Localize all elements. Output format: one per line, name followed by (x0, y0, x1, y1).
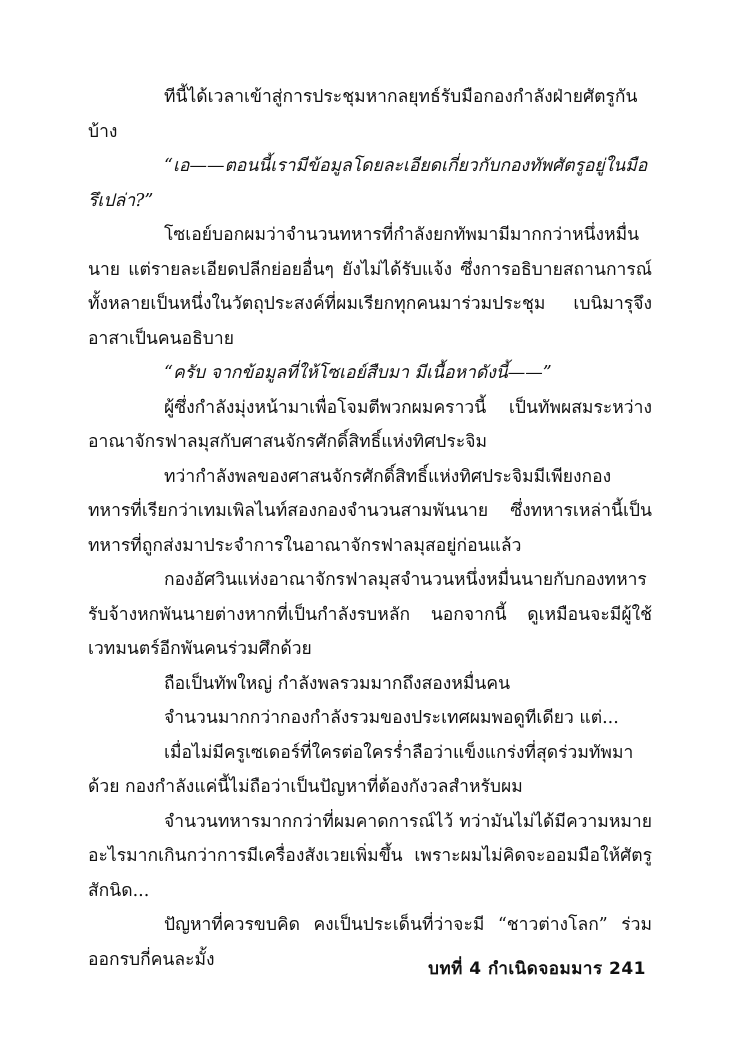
paragraph: จำนวนมากกว่ากองกำลังรวมของประเทศผมพอดูทีเดียว แต่... (164, 708, 619, 728)
paragraph: ทว่ากำลังพลของศาสนจักรศักดิ์สิทธิ์แห่งทิศประจิมมีเพียงกองทหารที่เรียกว่าเทมเพิลไนท์สองกองจำนวนสามพันนาย ซึ่งทหารเหล่านี้เป็นทหารที่ถูกส่งมาประจำการในอาณาจักรฟาลมุสอยู่ก่อนแล้ว (88, 466, 652, 556)
paragraph: โซเอย์บอกผมว่าจำนวนทหารที่กำลังยกทัพมามีมากกว่าหนึ่งหมื่นนาย แต่รายละเอียดปลีกย่อยอื่นๆ ยังไม่ได้รับแจ้ง ซึ่งการอธิบายสถานการณ์ทั้งหลายเป็นหนึ่งในวัตถุประสงค์ที่ผมเรียกทุกคนมาร่วมประชุม เบนิมารุจึงอาสาเป็นคนอธิบาย (88, 225, 652, 349)
paragraph: จำนวนทหารมากกว่าที่ผมคาดการณ์ไว้ ทว่ามันไม่ได้มีความหมายอะไรมากเกินกว่าการมีเครื่องสังเวยเพิ่มขึ้น เพราะผมไม่คิดจะออมมือให้ศัตรูสักนิด... (88, 811, 652, 901)
paragraph: กองอัศวินแห่งอาณาจักรฟาลมุสจำนวนหนึ่งหมื่นนายกับกองทหารรับจ้างหกพันนายต่างหากที่เป็นกำลังรบหลัก นอกจากนี้ ดูเหมือนจะมีผู้ใช้เวทมนตร์อีกพันคนร่วมศึกด้วย (88, 570, 652, 659)
paragraph: เมื่อไม่มีครูเซเดอร์ที่ใครต่อใครร่ำลือว่าแข็งแกร่งที่สุดร่วมทัพมาด้วย กองกำลังแค่นี้ไม่ถือว่าเป็นปัญหาที่ต้องกังวลสำหรับผม (88, 742, 634, 797)
paragraph: ทีนี้ได้เวลาเข้าสู่การประชุมหากลยุทธ์รับมือกองกำลังฝ่ายศัตรูกันบ้าง (88, 87, 638, 142)
paragraph-dialogue: “เอ——ตอนนี้เรามีข้อมูลโดยละเอียดเกี่ยวกับกองทัพศัตรูอยู่ในมือรึเปล่า?” (88, 156, 648, 211)
page-footer: บทที่ 4 กำเนิดจอมมาร 241 (428, 959, 646, 979)
page-body (88, 80, 652, 977)
paragraph: ผู้ซึ่งกำลังมุ่งหน้ามาเพื่อโจมตีพวกผมคราวนี้ เป็นทัพผสมระหว่างอาณาจักรฟาลมุสกับศาสนจักรศักดิ์สิทธิ์แห่งทิศประจิม (88, 397, 652, 452)
paragraph: ปัญหาที่ควรขบคิด คงเป็นประเด็นที่ว่าจะมี “ชาวต่างโลก” ร่วมออกรบกี่คนละมั้ง (88, 915, 652, 970)
paragraph-dialogue: “ครับ จากข้อมูลที่ให้โซเอย์สืบมา มีเนื้อหาดังนี้——” (164, 363, 552, 383)
paragraph: ถือเป็นทัพใหญ่ กำลังพลรวมมากถึงสองหมื่นคน (164, 673, 511, 694)
